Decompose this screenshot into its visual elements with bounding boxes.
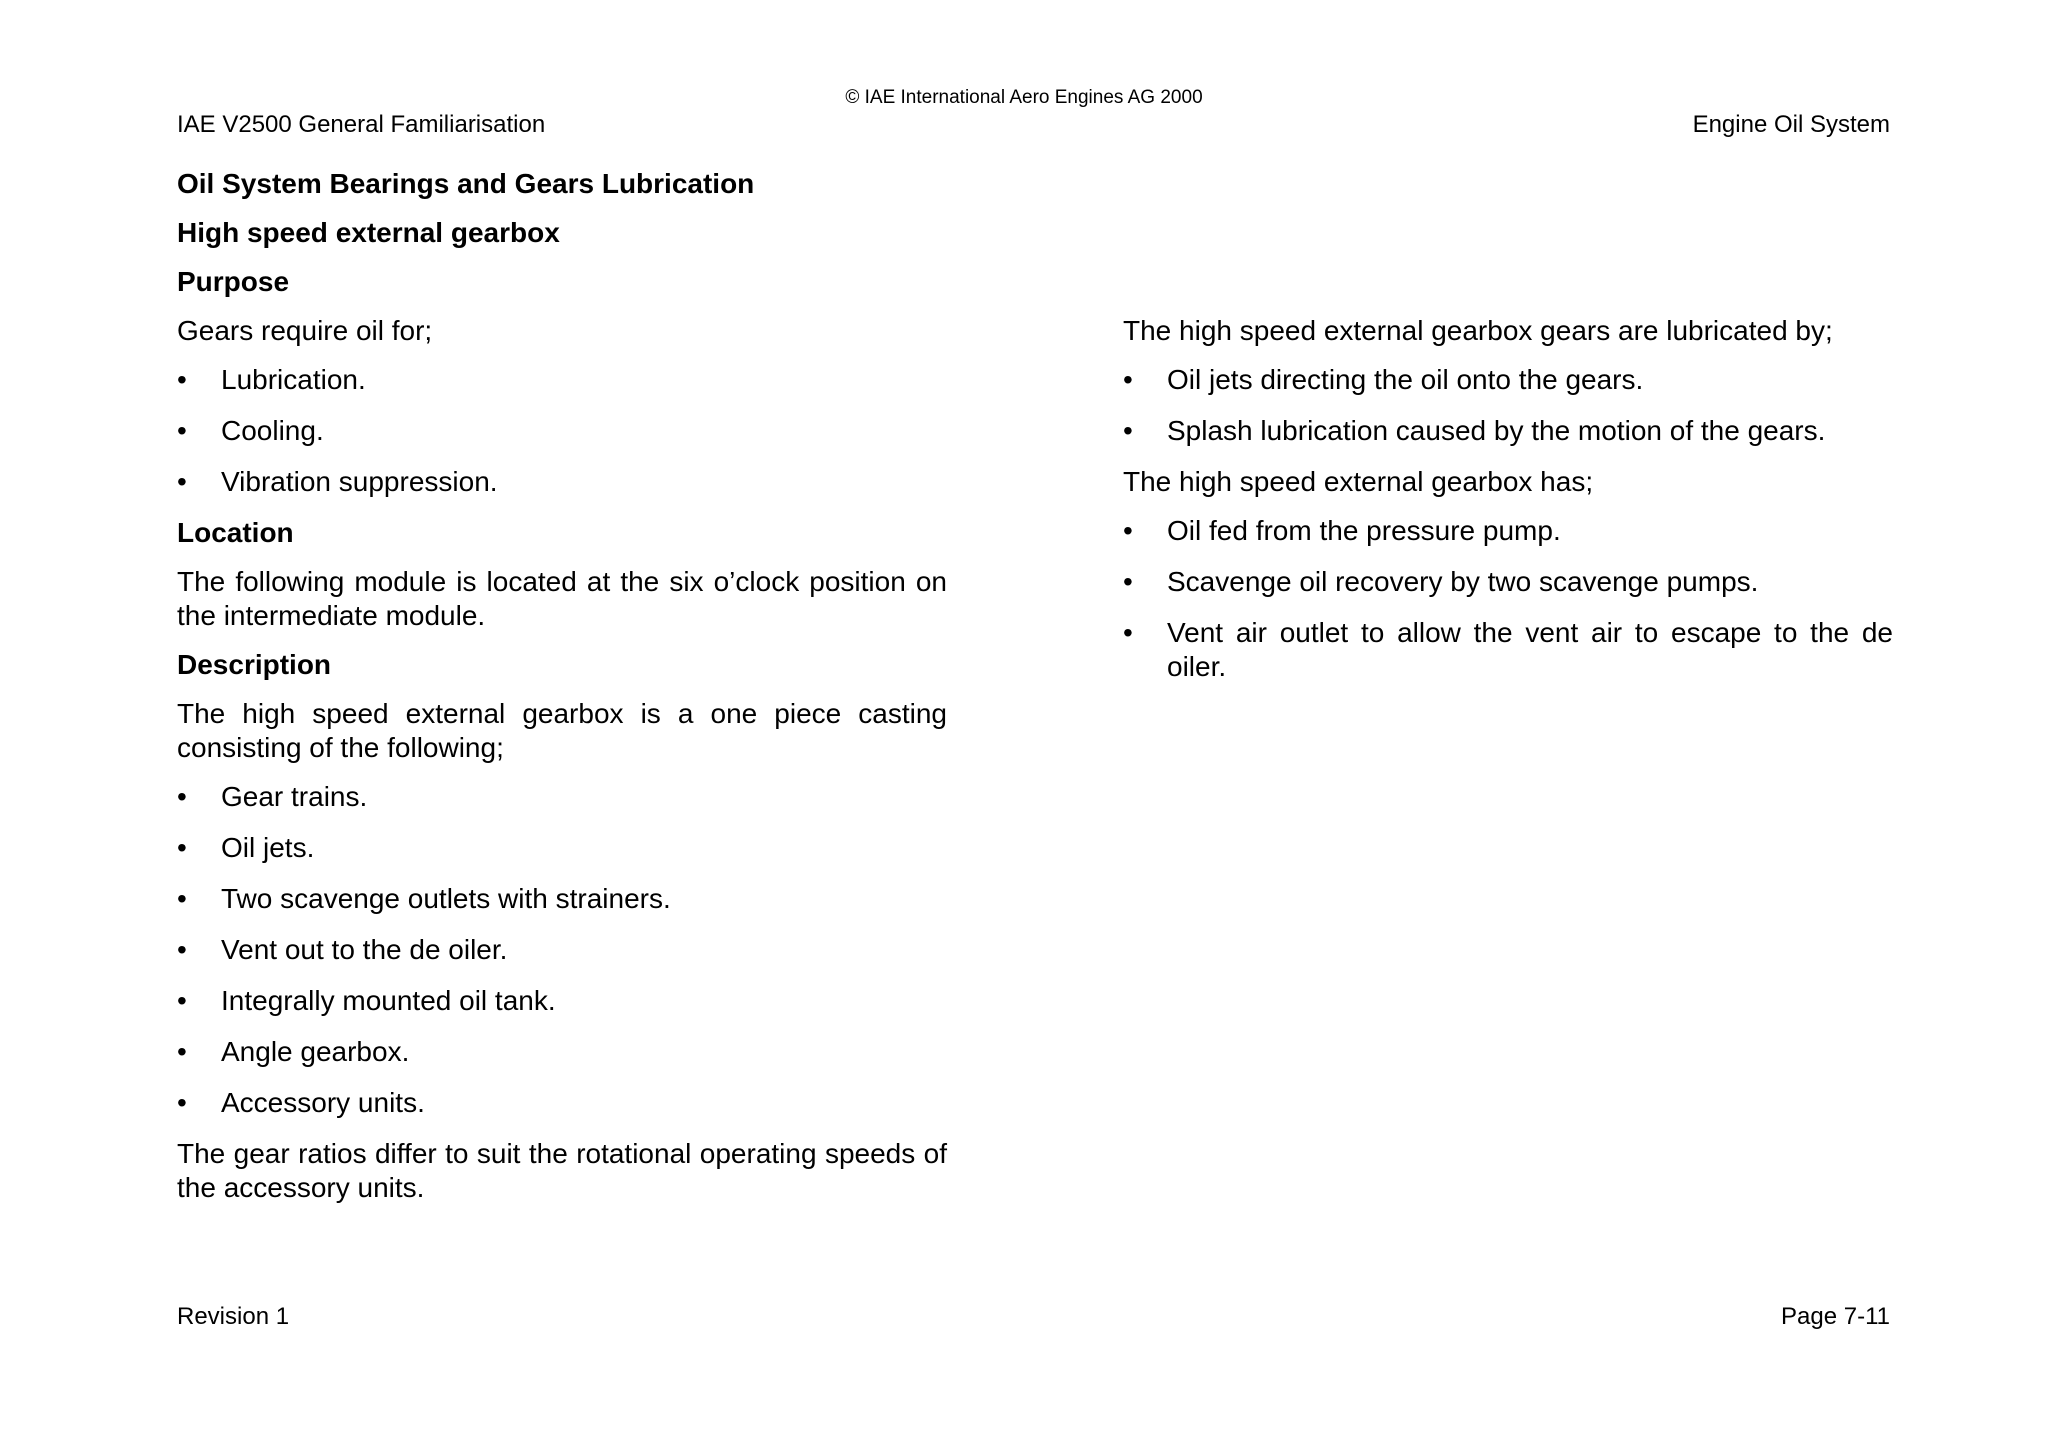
description-list [177,780,947,1120]
subsection-title: High speed external gearbox [177,217,560,248]
list-item: • Oil jets. [177,832,315,863]
gearbox-has-intro: The high speed external gearbox has; [1123,466,1594,497]
bullet-icon: • [177,985,187,1016]
list-item: • Vent out to the de oiler. [177,934,508,965]
purpose-list [177,363,947,499]
list-item: • Oil jets directing the oil onto the gears. [1123,364,1644,395]
list-item: • Splash lubrication caused by the motion of the gears. [1123,415,1826,446]
description-text: The high speed external gearbox is a one piece casting consisting of the following; [177,698,947,763]
bullet-icon: • [177,415,187,446]
bullet-icon: • [177,781,187,812]
list-item: • Gear trains. [177,781,368,812]
bullet-icon: • [177,1036,187,1067]
bullet-icon: • [177,934,187,965]
location-heading: Location [177,517,294,548]
page-number-footer: Page 7-11 [1781,1303,1890,1330]
list-item: • Vibration suppression. [177,466,498,497]
list-item: • Two scavenge outlets with strainers. [177,883,671,914]
lubrication-list [1123,363,1893,448]
bullet-icon: • [177,364,187,395]
list-item: • Angle gearbox. [177,1036,410,1067]
list-item: • Lubrication. [177,364,366,395]
bullet-icon: • [177,1087,187,1118]
list-item: • Oil fed from the pressure pump. [1123,515,1561,546]
list-item: • Integrally mounted oil tank. [177,985,556,1016]
section-title-header: Engine Oil System [1692,111,1890,138]
bullet-icon: • [1123,617,1133,648]
bullet-icon: • [177,832,187,863]
bullet-icon: • [1123,415,1133,446]
list-item: • Scavenge oil recovery by two scavenge pumps. [1123,566,1759,597]
description-heading: Description [177,649,332,680]
lubrication-intro: The high speed external gearbox gears are lubricated by; [1123,315,1833,346]
bullet-icon: • [1123,364,1133,395]
bullet-icon: • [1123,566,1133,597]
list-item: • Accessory units. [177,1087,425,1118]
column-spacer [1123,167,1893,314]
document-title-header: IAE V2500 General Familiarisation [177,111,546,138]
right-column [1123,167,1893,701]
purpose-heading: Purpose [177,266,290,297]
bullet-icon: • [177,883,187,914]
purpose-intro: Gears require oil for; [177,315,433,346]
list-item: • Vent air outlet to allow the vent air to escape to the de oiler. [1123,617,1893,682]
list-item: • Cooling. [177,415,324,446]
page-title: Oil System Bearings and Gears Lubrication [177,168,755,199]
gearbox-has-list [1123,514,1893,684]
closing-text: The gear ratios differ to suit the rotational operating speeds of the accessory units. [177,1138,947,1203]
left-column [177,167,947,1220]
location-text: The following module is located at the six o’clock position on the intermediate module. [177,566,947,631]
copyright-notice: © IAE International Aero Engines AG 2000 [845,87,1203,108]
revision-footer: Revision 1 [177,1303,290,1330]
bullet-icon: • [1123,515,1133,546]
bullet-icon: • [177,466,187,497]
